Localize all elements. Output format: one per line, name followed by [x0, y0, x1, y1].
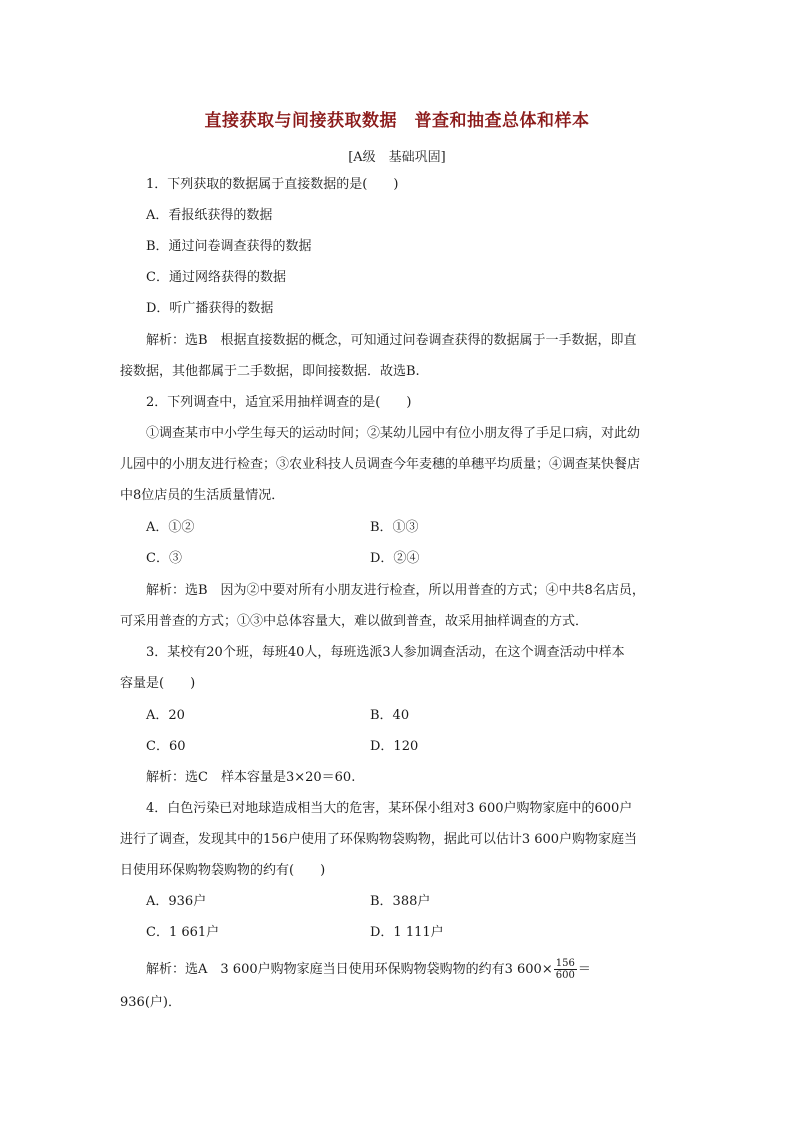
q1-option-c: C．通过网络获得的数据 — [146, 270, 286, 285]
q1-analysis-line-1: 解析：选B 根据直接数据的概念，可知通过问卷调查获得的数据属于一手数据，即直 — [146, 333, 637, 348]
q2-analysis-line-2: 可采用普查的方式；①③中总体容量大，难以做到普查，故采用抽样调查的方式． — [120, 614, 589, 629]
q4-stem-line-1: 4．白色污染已对地球造成相当大的危害，某环保小组对3 600户购物家庭中的600户 — [146, 801, 633, 816]
q1-option-b: B．通过问卷调查获得的数据 — [146, 239, 312, 254]
q4-option-c: C．1 661户 — [146, 925, 220, 940]
q4-option-a: A．936户 — [146, 894, 207, 909]
fraction-numerator: 156 — [555, 958, 575, 969]
q3-stem-line-1: 3．某校有20个班，每班40人，每班选派3人参加调查活动，在这个调查活动中样本 — [146, 645, 625, 660]
q1-stem: 1．下列获取的数据属于直接数据的是( ) — [146, 177, 399, 192]
q3-option-a: A．20 — [146, 708, 185, 723]
q3-option-d: D．120 — [370, 739, 419, 754]
level-heading: [A级 基础巩固] — [348, 150, 446, 165]
q2-option-d: D．②④ — [370, 551, 420, 566]
q4-analysis-equals: ＝ — [577, 962, 591, 977]
q2-body-line-1: ①调查某市中小学生每天的运动时间；②某幼儿园中有位小朋友得了手足口病，对此幼 — [146, 426, 641, 441]
q2-option-b: B．①③ — [370, 520, 419, 535]
q3-analysis: 解析：选C 样本容量是3×20＝60. — [146, 770, 356, 785]
q2-option-c: C．③ — [146, 551, 182, 566]
fraction-denominator: 600 — [555, 970, 575, 981]
q1-option-d: D．听广播获得的数据 — [146, 301, 274, 316]
q3-stem-line-2: 容量是( ) — [120, 676, 196, 691]
q4-stem-line-2: 进行了调查，发现其中的156户使用了环保购物袋购物，据此可以估计3 600户购物家庭当 — [120, 832, 638, 847]
q3-option-b: B．40 — [370, 708, 410, 723]
q2-option-a: A．①② — [146, 520, 195, 535]
fraction — [554, 958, 577, 981]
q4-analysis-line-2: 936(户)． — [120, 995, 181, 1010]
q4-option-b: B．388户 — [370, 894, 431, 909]
q2-body-line-3: 中8位店员的生活质量情况． — [120, 488, 285, 503]
q3-option-c: C．60 — [146, 739, 186, 754]
q2-stem: 2．下列调查中，适宜采用抽样调查的是( ) — [146, 395, 412, 410]
q4-analysis-line-1 — [146, 958, 591, 982]
q4-stem-line-3: 日使用环保购物袋购物的约有( ) — [120, 863, 326, 878]
q1-analysis-line-2: 接数据，其他都属于二手数据，即间接数据．故选B. — [120, 364, 420, 379]
q2-body-line-2: 儿园中的小朋友进行检查；③农业科技人员调查今年麦穗的单穗平均质量；④调查某快餐店 — [120, 457, 641, 472]
q4-option-d: D．1 111户 — [370, 925, 444, 940]
q1-option-a: A．看报纸获得的数据 — [146, 208, 273, 223]
page-title: 直接获取与间接获取数据 普查和抽查总体和样本 — [204, 111, 590, 131]
q2-analysis-line-1: 解析：选B 因为②中要对所有小朋友进行检查，所以用普查的方式；④中共8名店员， — [146, 583, 645, 598]
q4-analysis-prefix: 解析：选A 3 600户购物家庭当日使用环保购物袋购物的约有3 600× — [146, 962, 553, 977]
